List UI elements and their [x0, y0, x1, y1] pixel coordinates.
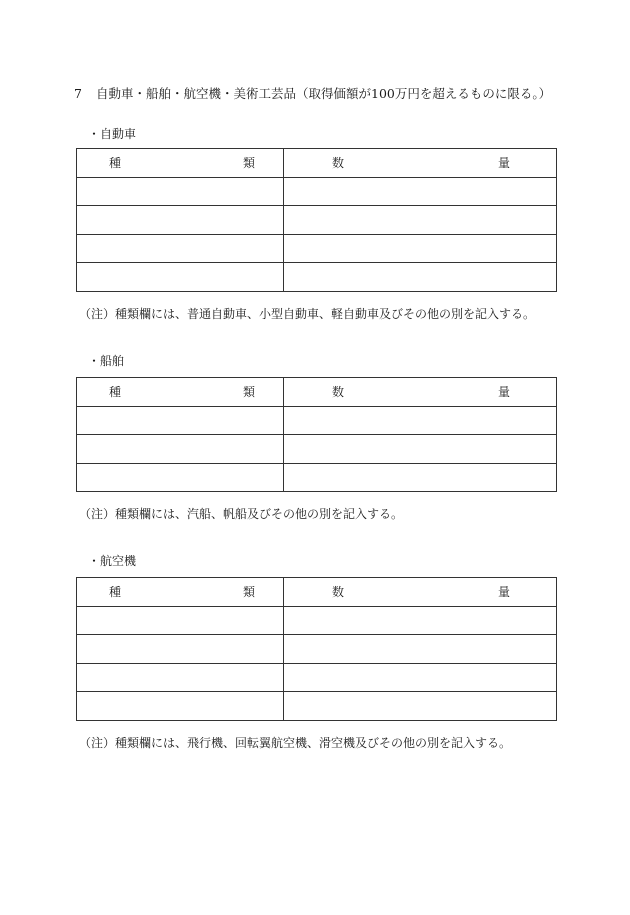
kind-cell[interactable]: [77, 206, 284, 235]
table-row: [77, 177, 557, 206]
quantity-header-cell: [284, 578, 557, 607]
kind-cell[interactable]: [77, 692, 284, 721]
table-row: [77, 234, 557, 263]
kind-header-cell: [77, 378, 284, 407]
quantity-cell[interactable]: [284, 177, 557, 206]
subheading-automobile: ・自動車: [88, 127, 137, 141]
table-header-row: [77, 149, 557, 178]
quantity-header-char-1: 数: [332, 156, 345, 171]
table-header-row: [77, 578, 557, 607]
kind-header-cell: [77, 149, 284, 178]
heading-number: 7: [74, 86, 82, 101]
subheading-aircraft: ・航空機: [88, 554, 137, 568]
kind-cell[interactable]: [77, 263, 284, 292]
kind-cell[interactable]: [77, 177, 284, 206]
quantity-cell[interactable]: [284, 635, 557, 664]
quantity-cell[interactable]: [284, 663, 557, 692]
kind-header-char-1: 種: [109, 385, 122, 400]
kind-cell[interactable]: [77, 435, 284, 464]
table-row: [77, 435, 557, 464]
table-row: [77, 606, 557, 635]
automobile-table: [76, 148, 557, 292]
quantity-cell[interactable]: [284, 435, 557, 464]
kind-header-char-1: 種: [109, 156, 122, 171]
quantity-header-char-1: 数: [332, 585, 345, 600]
quantity-header-char-2: 量: [497, 585, 510, 600]
kind-header-char-1: 種: [109, 585, 122, 600]
table-row: [77, 206, 557, 235]
quantity-header-cell: [284, 149, 557, 178]
table-row: [77, 463, 557, 492]
quantity-cell[interactable]: [284, 692, 557, 721]
quantity-cell[interactable]: [284, 463, 557, 492]
quantity-cell[interactable]: [284, 606, 557, 635]
quantity-cell[interactable]: [284, 263, 557, 292]
quantity-header-char-2: 量: [497, 156, 510, 171]
kind-cell[interactable]: [77, 406, 284, 435]
kind-header-cell: [77, 578, 284, 607]
kind-header-char-2: 類: [242, 156, 255, 171]
quantity-cell[interactable]: [284, 406, 557, 435]
kind-cell[interactable]: [77, 234, 284, 263]
table-header-row: [77, 378, 557, 407]
quantity-header-char-1: 数: [332, 385, 345, 400]
note-aircraft: （注）種類欄には、飛行機、回転翼航空機、滑空機及びその他の別を記入する。: [79, 736, 512, 750]
quantity-header-char-2: 量: [497, 385, 510, 400]
note-automobile: （注）種類欄には、普通自動車、小型自動車、軽自動車及びその他の別を記入する。: [79, 307, 536, 321]
quantity-cell[interactable]: [284, 234, 557, 263]
quantity-header-cell: [284, 378, 557, 407]
kind-cell[interactable]: [77, 635, 284, 664]
heading-text: 自動車・船舶・航空機・美術工芸品（取得価額が100万円を超えるものに限る。）: [96, 86, 552, 101]
table-row: [77, 635, 557, 664]
kind-cell[interactable]: [77, 463, 284, 492]
note-ship: （注）種類欄には、汽船、帆船及びその他の別を記入する。: [79, 507, 404, 521]
section-heading: [74, 84, 551, 102]
kind-header-char-2: 類: [242, 385, 255, 400]
table-row: [77, 406, 557, 435]
kind-cell[interactable]: [77, 606, 284, 635]
table-row: [77, 692, 557, 721]
table-row: [77, 663, 557, 692]
subheading-ship: ・船舶: [88, 354, 125, 368]
kind-cell[interactable]: [77, 663, 284, 692]
kind-header-char-2: 類: [242, 585, 255, 600]
table-row: [77, 263, 557, 292]
ship-table: [76, 377, 557, 492]
aircraft-table: [76, 577, 557, 721]
quantity-cell[interactable]: [284, 206, 557, 235]
